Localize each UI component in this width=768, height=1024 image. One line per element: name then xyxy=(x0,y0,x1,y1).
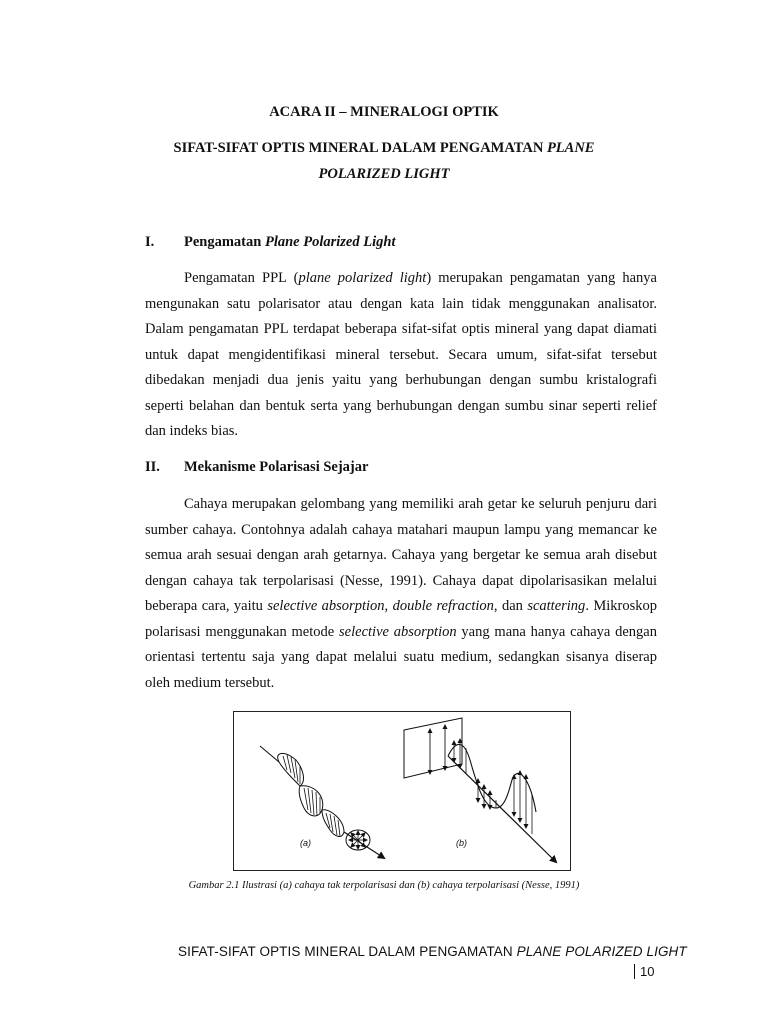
subtitle-line-1-italic: PLANE xyxy=(546,140,595,156)
section-2-heading-text: Mekanisme Polarisasi Sejajar xyxy=(184,459,369,475)
section-2-number: II. xyxy=(145,459,160,475)
polarized-wave-diagram xyxy=(404,718,556,862)
para-2-text-1: Cahaya merupakan gelombang yang memiliki arah getar ke seluruh penjuru dari sumber cahaya. Contohnya adalah cahaya matahari maupun lampu yang memancar ke semua arah sesuai dengan arah getarnya. Cahaya yang bergetar ke semua arah disebut dengan cahaya tak terpolarisasi (Nesse, 1991). Cahaya dapat dipolarisasikan melalui beberapa cara, yaitu xyxy=(145,496,657,614)
subtitle-line-1 xyxy=(0,140,768,157)
page-number-divider xyxy=(634,964,635,979)
footer-italic: PLANE POLARIZED LIGHT xyxy=(516,944,687,959)
wave-a-lobe-3 xyxy=(322,810,344,837)
unpolarized-wave-diagram xyxy=(260,746,384,858)
section-1-heading-text: Pengamatan xyxy=(184,234,265,250)
para-2-italic-2: double refraction xyxy=(392,598,494,614)
subtitle-line-1-text: SIFAT-SIFAT OPTIS MINERAL DALAM PENGAMATAN xyxy=(173,140,547,156)
running-footer xyxy=(178,944,687,959)
subtitle-line-2 xyxy=(0,166,768,183)
section-1-heading-italic: Plane Polarized Light xyxy=(264,234,396,250)
figure-label-b: (b) xyxy=(456,838,467,848)
section-2-paragraph xyxy=(145,492,657,696)
section-1-number: I. xyxy=(145,234,155,250)
section-1-paragraph xyxy=(145,266,657,445)
wave-a-propagation-arrow xyxy=(344,832,384,858)
wave-a-axis-start xyxy=(260,746,279,762)
figure-label-a: (a) xyxy=(300,838,311,848)
section-2-heading xyxy=(145,459,368,476)
polarization-illustration xyxy=(234,712,572,872)
figure-caption: Gambar 2.1 Ilustrasi (a) cahaya tak terpolarisasi dan (b) cahaya terpolarisasi (Nesse, 1991) xyxy=(188,880,580,891)
para-2-text-2: , xyxy=(384,598,393,614)
para-2-text-3: , dan xyxy=(493,598,528,614)
para-2-text-5: yang mana hanya cahaya dengan orientasi tertentu saja yang dapat melalui suatu medium, sedangkan sisanya diserap oleh medium tersebut. xyxy=(145,623,657,691)
chapter-title: ACARA II – MINERALOGI OPTIK xyxy=(269,104,499,120)
para-2-italic-3: scattering xyxy=(527,598,586,614)
para-2-text-4: . Mikroskop polarisasi menggunakan metode xyxy=(145,598,657,640)
footer-text: SIFAT-SIFAT OPTIS MINERAL DALAM PENGAMATAN xyxy=(178,944,517,959)
para-1-text-2: ) merupakan pengamatan yang hanya mengunakan satu polarisator atau dengan kata lain tidak menggunakan analisator. Dalam pengamatan PPL terdapat beberapa sifat-sifat optis mineral yang dapat diamati untuk dapat mengidentifikasi mineral tersebut. Secara umum, sifat-sifat tersebut dibedakan menjadi dua jenis yaitu yang berhubungan dengan sumbu kristalografi seperti belahan dan bentuk serta yang berhubungan dengan sumbu sinar seperti relief dan indeks bias. xyxy=(145,270,657,439)
wave-b-sine xyxy=(448,744,536,812)
page-number xyxy=(634,964,654,979)
section-1-heading xyxy=(145,234,395,251)
page-number-value: 10 xyxy=(640,964,655,979)
para-1-italic-1: plane polarized light xyxy=(298,270,427,286)
para-2-italic-4: selective absorption xyxy=(339,623,457,640)
para-2-italic-1: selective absorption xyxy=(267,598,385,614)
polarization-figure xyxy=(233,711,571,871)
para-1-text-1: Pengamatan PPL ( xyxy=(184,270,299,286)
subtitle-line-2-italic: POLARIZED LIGHT xyxy=(318,166,450,182)
